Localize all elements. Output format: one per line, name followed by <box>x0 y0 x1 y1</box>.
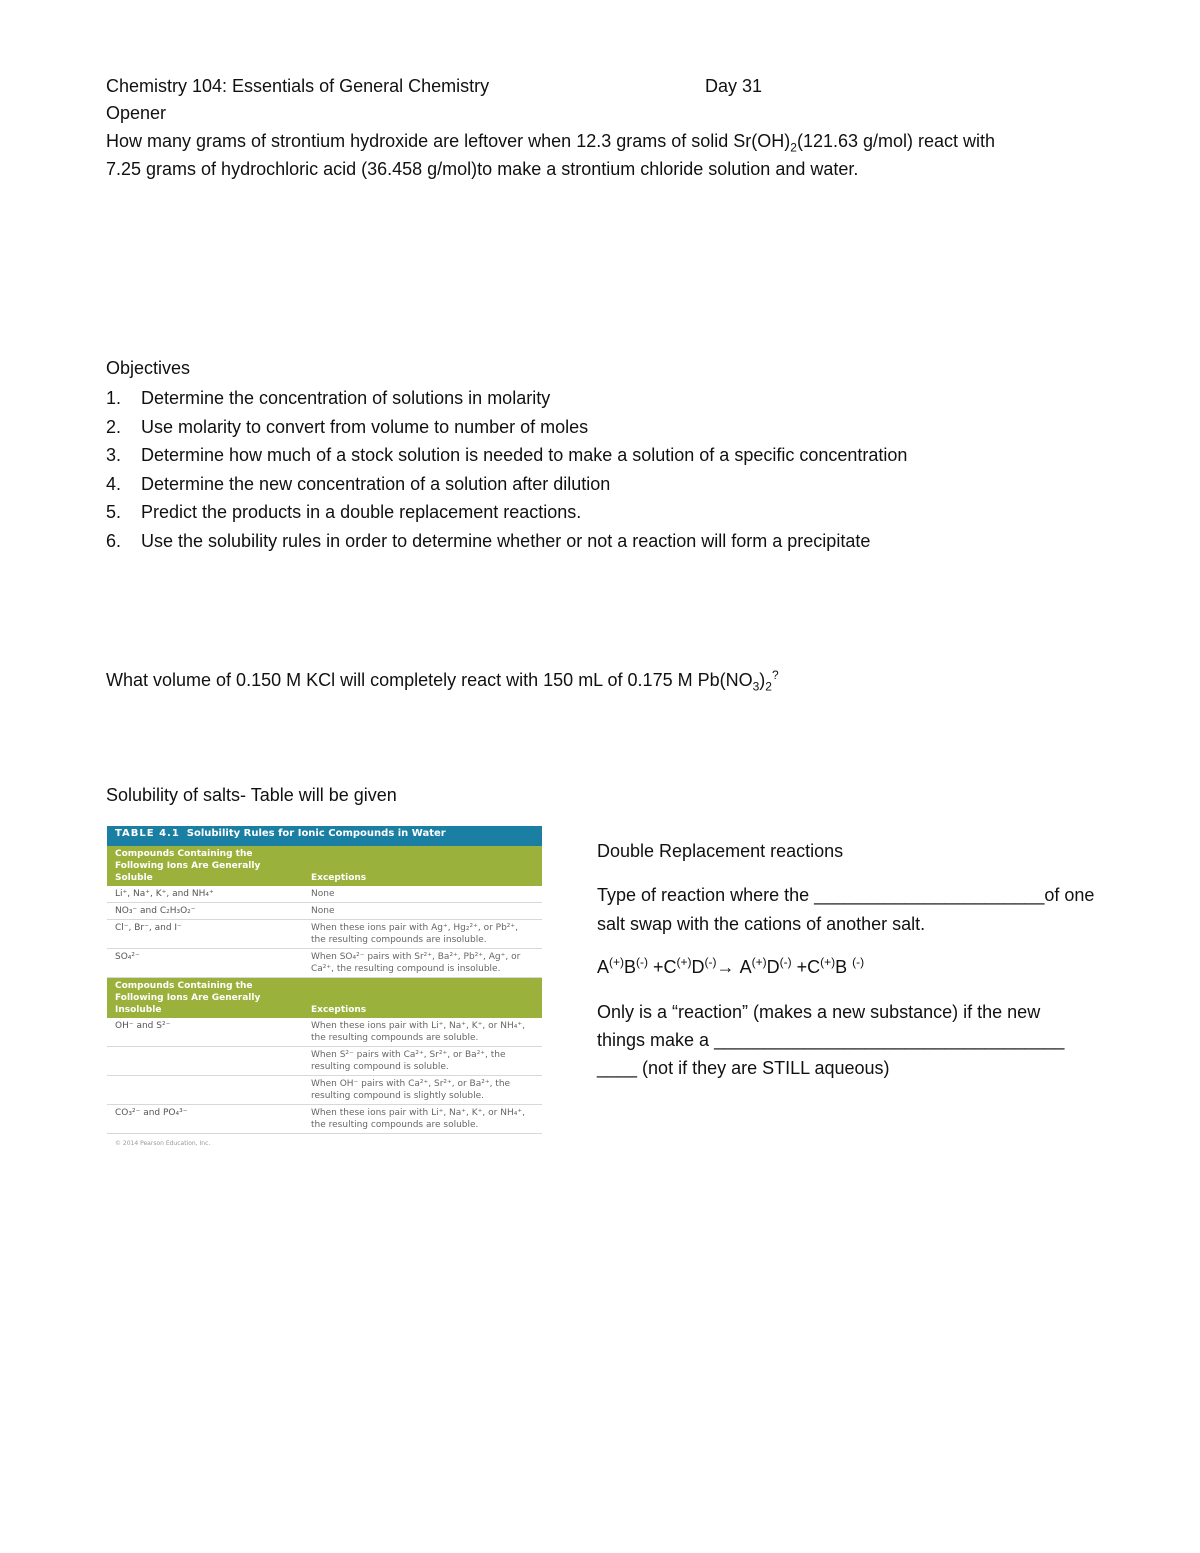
soluble-header-row: Compounds Containing the Following Ions Are Generally Soluble Exceptions <box>107 846 542 886</box>
table-row: CO₃²⁻ and PO₄³⁻ When these ions pair with Li⁺, Na⁺, K⁺, or NH₄⁺, the resulting compounds are soluble. <box>107 1105 542 1134</box>
table-row: SO₄²⁻ When SO₄²⁻ pairs with Sr²⁺, Ba²⁺, Pb²⁺, Ag⁺, or Ca²⁺, the resulting compound is insoluble. <box>107 949 542 978</box>
fill-in-blank[interactable]: _______________________ <box>814 885 1045 905</box>
table-title-row <box>107 826 542 846</box>
solubility-rules-table <box>107 826 542 1152</box>
course-title: Chemistry 104: Essentials of General Chemistry <box>106 76 490 96</box>
table-row: Cl⁻, Br⁻, and I⁻ When these ions pair with Ag⁺, Hg₂²⁺, or Pb²⁺, the resulting compounds are insoluble. <box>107 920 542 949</box>
reaction-condition-line1: Only is a “reaction” (makes a new substance) if the new <box>597 1002 1041 1022</box>
table-number: TABLE 4.1 <box>115 828 180 839</box>
insoluble-header-row: Compounds Containing the Following Ions Are Generally Insoluble Exceptions <box>107 978 542 1019</box>
table-row: Li⁺, Na⁺, K⁺, and NH₄⁺ None <box>107 886 542 903</box>
table-row: OH⁻ and S²⁻ When these ions pair with Li⁺, Na⁺, K⁺, or NH₄⁺, the resulting compounds are soluble. <box>107 1018 542 1047</box>
opener-question-line2: 7.25 grams of hydrochloric acid (36.458 g/mol)to make a strontium chloride solution and water. <box>106 159 859 179</box>
opener-heading: Opener <box>106 103 167 123</box>
objective-item: 4. Determine the new concentration of a solution after dilution <box>106 473 611 494</box>
arrow-icon: → <box>716 957 735 977</box>
day-label: Day 31 <box>705 76 763 96</box>
reaction-condition-line3: ____ (not if they are STILL aqueous) <box>597 1058 890 1078</box>
opener-question-line1: How many grams of strontium hydroxide are leftover when 12.3 grams of solid $Sr(OH)_2(121.63$ g/mol) react with <box>106 131 996 155</box>
table-row: NO₃⁻ and C₂H₃O₂⁻ None <box>107 903 542 920</box>
objective-item: 3. Determine how much of a stock solution is needed to make a solution of a specific concentration <box>106 445 908 466</box>
objectives-list <box>106 384 907 556</box>
solubility-heading: Solubility of salts- Table will be given <box>106 785 397 805</box>
table-credit-row: © 2014 Pearson Education, Inc. <box>115 1140 211 1147</box>
objective-item: 2. Use molarity to convert from volume to number of moles <box>106 416 589 437</box>
objective-item: 1. Determine the concentration of solutions in molarity <box>106 388 551 408</box>
double-replacement-def-line1: Type of reaction where the _______________________of one <box>597 885 1095 905</box>
objectives-heading: Objectives <box>106 358 191 378</box>
objective-item: 6. Use the solubility rules in order to determine whether or not a reaction will form a precipitate <box>106 530 871 551</box>
reaction-equation: A(+)B(-) +C(+)D(-)→ A(+)D(-) +C(+)B (-) <box>597 955 865 977</box>
double-replacement-heading: Double Replacement reactions <box>597 841 844 861</box>
reaction-condition-line2: things make a ___________________________________ <box>597 1030 1065 1050</box>
table-row: When OH⁻ pairs with Ca²⁺, Sr²⁺, or Ba²⁺, the resulting compound is slightly soluble. <box>107 1076 542 1105</box>
fill-in-blank[interactable]: ___________________________________ <box>714 1030 1065 1050</box>
double-replacement-def-line2: salt swap with the cations of another salt. <box>597 914 926 934</box>
objective-item: 5. Predict the products in a double replacement reactions. <box>106 502 582 523</box>
table-title: Solubility Rules for Ionic Compounds in Water <box>186 828 446 839</box>
fill-in-blank[interactable]: ____ <box>597 1058 638 1078</box>
table-row: When S²⁻ pairs with Ca²⁺, Sr²⁺, or Ba²⁺, the resulting compound is soluble. <box>107 1047 542 1076</box>
volume-question: What volume of 0.150 M KCl will completely react with 150 mL of 0.175 M $Pb(NO_3)_2^?$ <box>106 668 779 694</box>
